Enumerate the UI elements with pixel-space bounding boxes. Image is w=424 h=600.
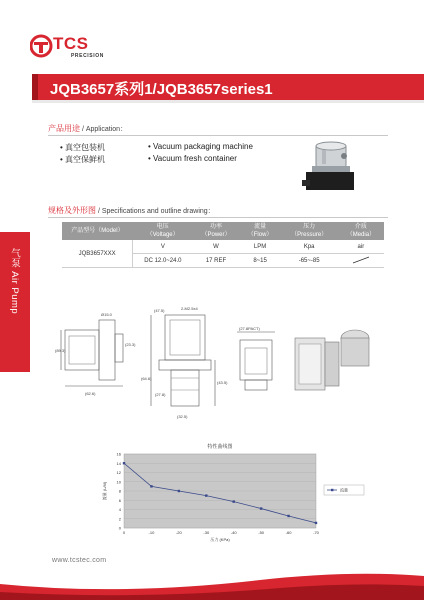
- pump-photo: [298, 140, 360, 198]
- diagonal-slash-icon: [351, 256, 371, 264]
- y-tick-label: 8: [118, 488, 121, 494]
- column-header: 功率 （Power）: [192, 222, 239, 240]
- x-tick-label: -40: [230, 530, 237, 535]
- list-item: • 真空保鲜机: [60, 155, 106, 164]
- data-point: [123, 462, 125, 464]
- table-cell: air: [338, 240, 384, 254]
- x-tick-label: -60: [285, 530, 292, 535]
- application-list-en: [148, 142, 253, 166]
- list-item: • Vacuum packaging machine: [148, 142, 253, 151]
- column-header: 产品型号（Model）: [62, 222, 133, 240]
- dim-label: (27.8PACT): [239, 326, 260, 331]
- column-header: 流量 （Flow）: [240, 222, 281, 240]
- specs-heading: 规格及外形图 / Specifications and outline drawing：: [48, 206, 215, 215]
- x-tick-label: -30: [203, 530, 210, 535]
- table-cell: Kpa: [281, 240, 338, 254]
- dim-label: (47.5): [154, 308, 165, 313]
- y-tick-label: 6: [118, 497, 121, 503]
- specs-divider: [48, 217, 388, 218]
- outline-drawings: [55, 300, 390, 430]
- dim-label: 2-M2.5x4: [181, 306, 198, 311]
- title-accent: [32, 74, 38, 100]
- x-axis-label: 压力 (KPa): [210, 537, 230, 542]
- x-tick-label: 0: [122, 530, 126, 535]
- title-bar: [32, 74, 424, 100]
- model-cell: JQB3657XXX: [62, 240, 133, 268]
- dim-label: (32.5): [177, 414, 188, 419]
- table-cell: [338, 254, 384, 268]
- table-row: [62, 240, 384, 254]
- y-tick-label: 12: [116, 470, 121, 475]
- table-cell: DC 12.0~24.0: [133, 254, 193, 268]
- x-tick-label: -20: [175, 530, 182, 535]
- x-tick-label: -70: [313, 530, 319, 535]
- data-point: [315, 522, 317, 524]
- table-cell: -65~-85: [281, 254, 338, 268]
- table-cell: 17 REF: [192, 254, 239, 268]
- logo-subtitle: PRECISION: [71, 53, 104, 59]
- spec-table: [62, 222, 384, 268]
- column-header: 介质 （Media）: [338, 222, 384, 240]
- legend-label: 流量: [340, 487, 348, 493]
- table-cell: 8~15: [240, 254, 281, 268]
- data-point: [287, 515, 289, 517]
- side-tab: [0, 232, 30, 372]
- y-tick-label: 14: [116, 460, 121, 466]
- y-tick-label: 4: [118, 507, 121, 512]
- data-point: [205, 494, 207, 496]
- footer-url[interactable]: www.tcstec.com: [52, 557, 107, 564]
- y-tick-label: 16: [116, 451, 121, 457]
- logo-text: TCS: [53, 34, 89, 53]
- y-axis-label: 流量 (L/M): [102, 481, 107, 501]
- page-title: JQB3657系列1/JQB3657series1: [50, 81, 273, 98]
- table-cell: V: [133, 240, 193, 254]
- table-header-row: [62, 222, 384, 240]
- list-item: • Vacuum fresh container: [148, 154, 237, 163]
- data-point: [150, 485, 152, 487]
- dim-label: (62.6): [85, 391, 96, 396]
- flow-pressure-chart: [96, 440, 368, 548]
- dim-label: (89.3): [55, 348, 66, 353]
- application-list-cn: [60, 142, 105, 166]
- x-tick-label: -50: [258, 530, 265, 535]
- data-point: [260, 507, 262, 509]
- table-cell: LPM: [240, 240, 281, 254]
- application-divider: [48, 135, 388, 136]
- y-tick-label: 10: [116, 479, 121, 485]
- list-item: • 真空包装机: [60, 143, 106, 152]
- dim-label: Ø15.0: [101, 312, 112, 317]
- dim-label: (27.8): [155, 392, 166, 397]
- y-tick-label: 2: [118, 516, 121, 522]
- x-tick-label: -10: [148, 530, 155, 535]
- data-point: [233, 500, 235, 502]
- column-header: 电压 （Voltage）: [133, 222, 193, 240]
- y-tick-label: 0: [118, 525, 121, 531]
- dim-label: (64.6): [141, 376, 152, 381]
- footer-decoration: [0, 566, 424, 600]
- column-header: 压力 （Pressure）: [281, 222, 338, 240]
- data-point: [178, 490, 180, 492]
- dim-label: (43.5): [217, 380, 228, 385]
- side-tab-label: 气泵 Air Pump: [9, 248, 20, 315]
- legend-marker: [331, 489, 333, 491]
- chart-title: 特性曲线图: [207, 444, 233, 450]
- dim-label: (23.3): [125, 342, 136, 347]
- application-heading: 产品用途 / Application：: [48, 124, 128, 133]
- table-cell: W: [192, 240, 239, 254]
